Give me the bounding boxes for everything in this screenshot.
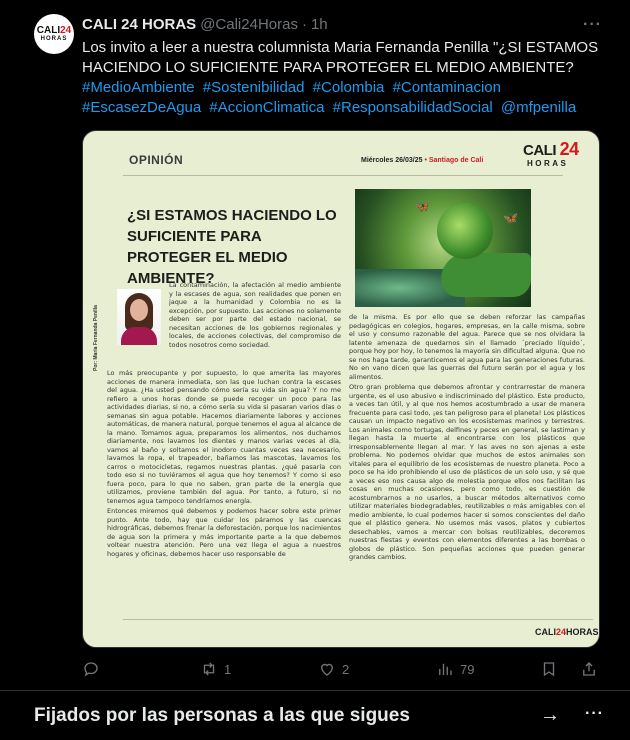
tweet-header: [82, 14, 328, 34]
reply-button[interactable]: [82, 658, 106, 680]
bookmark-button[interactable]: [540, 658, 558, 680]
columnist-photo: [117, 289, 161, 345]
bookmark-icon: [540, 660, 558, 678]
article-headline: ¿SI ESTAMOS HACIENDO LO SUFICIENTE PARA PROTEGER EL MEDIO AMBIENTE?: [127, 207, 337, 287]
handle[interactable]: @Cali24Horas: [200, 15, 298, 33]
display-name[interactable]: CALI 24 HORAS: [82, 15, 197, 33]
environment-photo: [355, 189, 531, 307]
hashtag-link[interactable]: #AccionClimatica: [209, 99, 325, 116]
tweet-text: Los invito a leer a nuestra columnista Maria Fernanda Penilla "¿SI ESTAMOS HACIENDO LO SUFICIENTE PARA PROTEGER EL MEDIO AMBIENTE?: [82, 39, 599, 76]
separator-dot: ·: [301, 15, 307, 33]
avatar-logo-bottom: HORAS: [40, 36, 68, 42]
like-button[interactable]: [318, 658, 349, 680]
newspaper-header: [83, 131, 600, 171]
retweet-button[interactable]: [200, 658, 231, 680]
views-button[interactable]: [436, 658, 474, 680]
avatar[interactable]: [34, 14, 74, 54]
ellipsis-icon[interactable]: ···: [585, 705, 604, 722]
divider: [123, 175, 563, 176]
retweet-count: 1: [224, 661, 232, 677]
reply-icon: [82, 660, 100, 678]
like-count: 2: [342, 661, 350, 677]
footer-logo: CALI24HORAS: [535, 627, 599, 637]
issue-date: Miércoles 26/03/25 • Santiago de Cali: [361, 157, 484, 164]
action-bar: [82, 658, 602, 680]
globe-icon: [437, 203, 493, 259]
views-icon: [436, 660, 454, 678]
butterfly-icon: 🦋: [503, 211, 518, 225]
avatar-logo-top: CALI24: [36, 25, 72, 36]
hashtag-list: [82, 78, 612, 118]
pinned-section-header[interactable]: [0, 691, 630, 740]
heart-icon: [318, 660, 336, 678]
hashtag-link[interactable]: #Colombia: [312, 79, 385, 96]
arrow-right-icon[interactable]: →: [540, 704, 560, 726]
divider: [123, 619, 593, 620]
butterfly-icon: 🦋: [415, 199, 430, 213]
retweet-icon: [200, 660, 218, 678]
article-intro: La contaminación, la afectación al medio ambiente y la escases de agua, son realidades que ponen en jaque a la humanidad y Colombia no es la excepción, por supuesto. Las acciones no solamente deben ser por parte del estado nacional, se necesitan acciones de los gobiernos regionales y locales, de acciones colectivas, del compromiso de todos nosotros como sociedad.: [169, 281, 341, 349]
article-column-right: de la misma. Es por ello que se deben reforzar las campañas pedagógicas en colegios, hogares, empresas, en la calle misma, sobre el uso y consumo razonable del agua. Parece que se nos olvidara la latente amenaza de quedarnos sin el llamado ´preciado líquido´, porque hoy por hoy, lo tenemos la mayoría sin dificultad alguna. Que no se nos haga tarde, garanticemos el agua para las generaciones futuras. No en vano dicen que las guerras del futuro serán por el agua y los alimentos. Otro gran problema que debemos afrontar y contrarrestar de manera urgente, es el uso abusivo e indiscriminado del plástico. Este producto, a veces tan útil, y al que nos hemos acostumbrado a usar de manera frecuente para casi todo, ¡es tan peligroso para el planeta! Los plásticos causan un impacto negativo en los ecosistemas marinos y terrestres. Los animales como tortugas, delfines y peces en general, se lastiman y llegan hasta la muerte al encontrarse con los plásticos que irresponsablemente llegan al mar. Y las aves no son ajenas a este problema. No podemos olvidar que muchos de estos animales son vitales para el equilibrio de los ecosistemas de nuestro planeta. Poco a poco se ha ido prohibiendo el uso de plásticos de un solo uso, y sé que a veces eso nos causa algo de molestia porque ellos nos facilitan las cosas en muchas ocasiones, pero como todo, es cuestión de acostumbrarnos a no usarlos, a buscar métodos alternativos como utilizar materiales biodegradables, reutilizables o más amigables con el medio ambiente, lo cual podemos hacer si somos conscientes del daño que el plástico genera. No usemos más vasos, platos y cubiertos desechables, vamos a mercar con bolsas reutilizables, decoremos nuestras fiestas y eventos con elementos diferentes a las bombas o globos de plástico. Son pequeñas acciones que pueden generar grandes cambios.: [349, 313, 585, 561]
section-label: OPINIÓN: [129, 153, 184, 167]
mention-link[interactable]: @mfpenilla: [500, 99, 577, 116]
byline: Por: María Fernanda Penilla: [93, 305, 99, 371]
timestamp[interactable]: 1h: [310, 15, 328, 33]
section-title: Fijados por las personas a las que sigues: [34, 705, 410, 726]
ellipsis-icon[interactable]: ···: [583, 16, 602, 33]
hashtag-link[interactable]: #ResponsabilidadSocial: [332, 99, 493, 116]
attached-image[interactable]: [82, 130, 600, 648]
article-column-left: Lo más preocupante y por supuesto, lo que amerita las mayores acciones de manera inmediata, son las que luchan contra la escases del agua. ¿Ha usted pensando cómo sería su vida sin agua? Y no me refiero a unos horas donde se puede recoger un poco para las actividades diarias, si no, a cómo sería su vida si pasaran varios días o semanas sin agua potable. Hacemos diariamente labores y acciones automáticas, de manera natural, porque tenemos el agua al alcance de la mano. Tomamos agua, preparamos los alimentos, nos duchamos diariamente, nos lavamos los dientes y manos varias veces al día, vamos al baño y soltamos el inodoro cuantas veces sea necesario, lavamos la ropa, el trapeador, bañamos las mascotas, lavamos los carros o motocicletas, regamos nuestras plantas. ¿qué pasaría con todo eso si no tuviéramos el agua que hoy tenemos? Y como si eso fuera poco, para lo que no saben, gran parte de la energía que utilizamos, proviene también del agua. Por tanto, a futuro, si no tenemos agua tampoco tendríamos energía. Entonces miremos qué debemos y podemos hacer sobre este primer punto. Ante todo, hay que cuidar los páramos y las cuencas hidrográficas, debemos frenar la deforestación, porque los nacimientos de agua son la primera y más importante parte a la que debemos voltear nuestra atención. Pero una vez llega el agua a nuestros hogares y oficinas, debemos hacer uso responsable de: [107, 369, 341, 558]
hashtag-link[interactable]: #Contaminacion: [392, 79, 501, 96]
share-button[interactable]: [580, 658, 598, 680]
views-count: 79: [460, 661, 475, 677]
newspaper-logo: CALI 24 HORAS: [523, 139, 579, 168]
share-icon: [580, 660, 598, 678]
hashtag-link[interactable]: #MedioAmbiente: [82, 79, 195, 96]
hashtag-link[interactable]: #EscasezDeAgua: [82, 99, 202, 116]
hashtag-link[interactable]: #Sostenibilidad: [202, 79, 305, 96]
